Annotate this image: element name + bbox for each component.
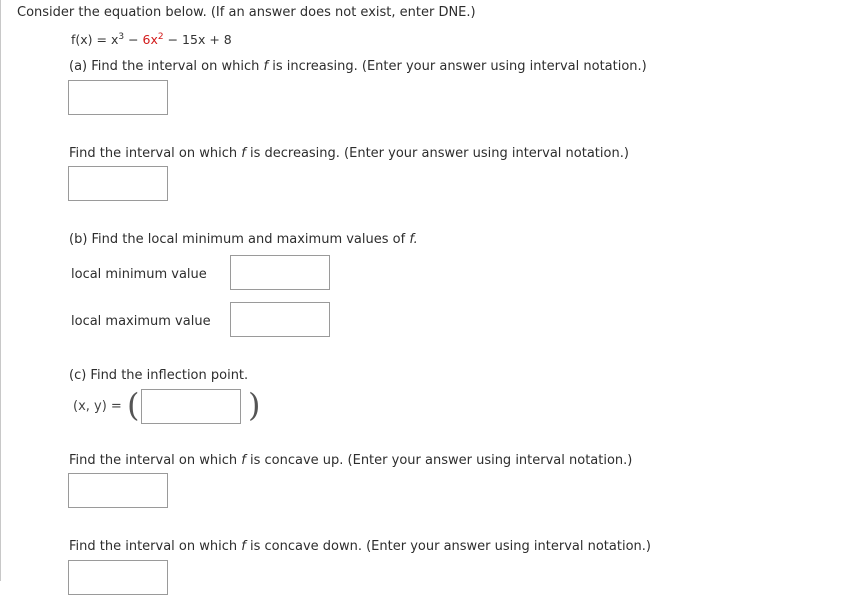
concave-down-prompt-post: is concave down. (Enter your answer using interval notation.) [245,539,651,554]
decreasing-interval-input[interactable] [68,166,168,201]
concave-down-input[interactable] [68,560,168,595]
decreasing-prompt-pre: Find the interval on which [69,146,242,161]
increasing-interval-input[interactable] [68,80,168,115]
concave-up-prompt [69,453,632,468]
local-max-label: local maximum value [71,314,211,329]
local-extrema-prompt-pre: (b) Find the local minimum and maximum values of [69,232,410,247]
left-border [0,0,1,581]
decreasing-prompt [69,146,629,161]
local-max-input[interactable] [230,302,330,337]
formula-exp-2: 2 [157,32,164,42]
formula-lhs: f(x) = x [71,32,119,47]
formula-term2-coef: 6x [142,32,158,47]
formula-exp-1: 3 [118,32,125,42]
local-min-label: local minimum value [71,267,207,282]
concave-down-prompt-f: f [241,539,246,554]
concave-up-prompt-post: is concave up. (Enter your answer using interval notation.) [245,453,633,468]
open-paren: ( [127,386,140,424]
increasing-prompt-post: is increasing. (Enter your answer using interval notation.) [268,59,647,74]
local-min-input[interactable] [230,255,330,290]
increasing-prompt-f: f [263,59,269,74]
local-extrema-prompt [69,232,418,247]
intro-text: Consider the equation below. (If an answer does not exist, enter DNE.) [17,5,476,20]
decreasing-prompt-post: is decreasing. (Enter your answer using interval notation.) [245,146,629,161]
formula-rest: − 15x + 8 [163,32,232,47]
local-extrema-prompt-f: f. [409,232,418,247]
concave-up-prompt-f: f [241,453,246,468]
point-label: (x, y) = [73,399,122,414]
formula-term2-sign: − [124,32,143,47]
increasing-prompt [69,59,647,74]
concave-down-prompt [69,539,651,554]
concave-down-prompt-pre: Find the interval on which [69,539,242,554]
inflection-point-input[interactable] [141,389,241,424]
concave-up-prompt-pre: Find the interval on which [69,453,242,468]
increasing-prompt-pre: (a) Find the interval on which [69,59,264,74]
decreasing-prompt-f: f [241,146,246,161]
concave-up-input[interactable] [68,473,168,508]
close-paren: ) [248,386,261,424]
inflection-prompt: (c) Find the inflection point. [69,368,249,383]
function-formula [71,32,232,47]
